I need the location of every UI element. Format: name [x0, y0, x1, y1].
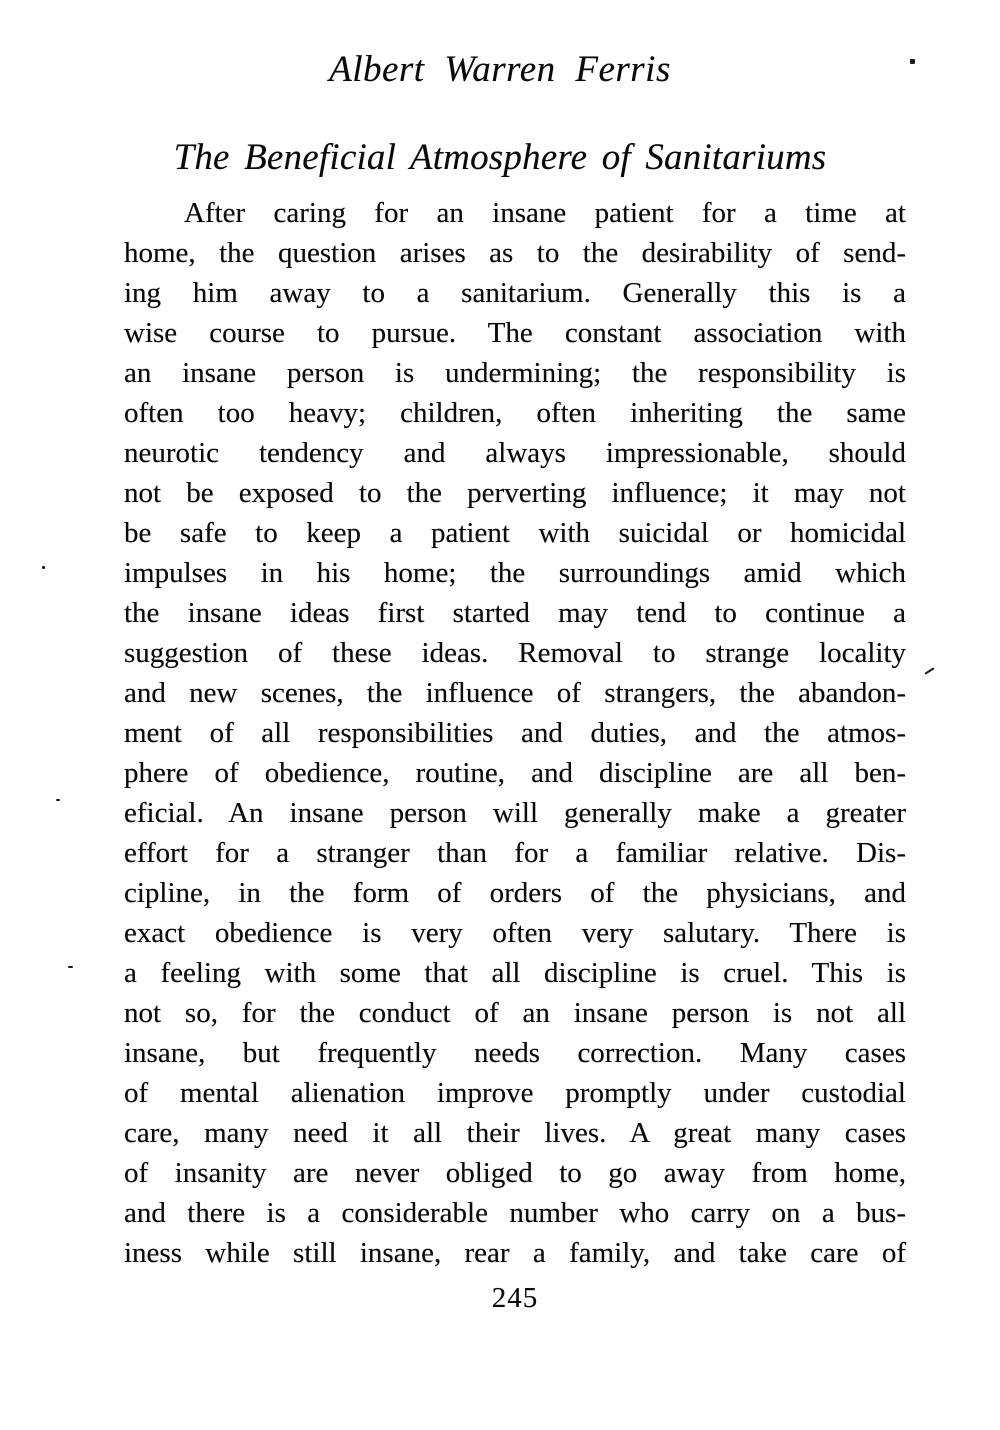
text-line: not be exposed to the perverting influence; it may not — [124, 477, 906, 509]
text-line: of insanity are never obliged to go away from home, — [124, 1157, 906, 1189]
text-line: suggestion of these ideas. Removal to strange locality — [124, 637, 906, 669]
text-line: effort for a stranger than for a familiar relative. Dis- — [124, 837, 906, 869]
text-line: often too heavy; children, often inheriting the same — [124, 397, 906, 429]
text-line: home, the question arises as to the desirability of send- — [124, 237, 906, 269]
text-line: be safe to keep a patient with suicidal or homicidal — [124, 517, 906, 549]
text-line: and there is a considerable number who carry on a bus- — [124, 1197, 906, 1229]
text-line: ing him away to a sanitarium. Generally this is a — [124, 277, 906, 309]
text-line: eficial. An insane person will generally make a greater — [124, 797, 906, 829]
scan-speck — [42, 566, 45, 569]
scan-speck — [56, 799, 60, 801]
text-line: ment of all responsibilities and duties, and the atmos- — [124, 717, 906, 749]
text-line: impulses in his home; the surroundings amid which — [124, 557, 906, 589]
text-line: neurotic tendency and always impressionable, should — [124, 437, 906, 469]
body-paragraph — [124, 193, 906, 1273]
page-number: 245 — [491, 1282, 539, 1314]
scan-speck — [910, 59, 915, 64]
text-line: a feeling with some that all discipline is cruel. This is — [124, 957, 906, 989]
text-line: and new scenes, the influence of strangers, the abandon- — [124, 677, 906, 709]
scan-speck — [924, 667, 934, 675]
chapter-title: The Beneficial Atmosphere of Sanitariums — [173, 137, 827, 178]
text-line: of mental alienation improve promptly under custodial — [124, 1077, 906, 1109]
text-line: exact obedience is very often very salutary. There is — [124, 917, 906, 949]
text-line: wise course to pursue. The constant association with — [124, 317, 906, 349]
text-line: insane, but frequently needs correction. Many cases — [124, 1037, 906, 1069]
text-line: not so, for the conduct of an insane person is not all — [124, 997, 906, 1029]
scan-speck — [68, 966, 73, 968]
text-line: cipline, in the form of orders of the physicians, and — [124, 877, 906, 909]
running-head: Albert Warren Ferris — [329, 49, 671, 90]
text-line: care, many need it all their lives. A great many cases — [124, 1117, 906, 1149]
text-line: phere of obedience, routine, and discipline are all ben- — [124, 757, 906, 789]
text-line: iness while still insane, rear a family, and take care of — [124, 1237, 906, 1269]
text-line: an insane person is undermining; the responsibility is — [124, 357, 906, 389]
text-line: the insane ideas first started may tend to continue a — [124, 597, 906, 629]
text-line: After caring for an insane patient for a time at — [184, 197, 906, 229]
